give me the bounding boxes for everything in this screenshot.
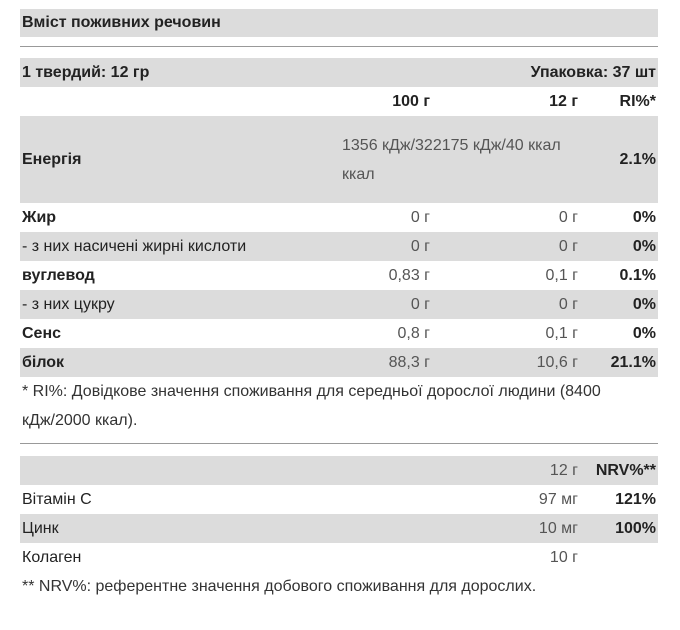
row-label: Цинк (22, 520, 59, 537)
row-label: Сенс (22, 325, 62, 342)
row-amount: 10 г (549, 549, 578, 566)
header-ri: RI%* (619, 93, 656, 110)
row-per12: 0,1 г (545, 267, 578, 284)
row-ri: 0% (632, 325, 656, 342)
row-per12: 0,1 г (545, 325, 578, 342)
section-title: Вміст поживних речовин (20, 9, 658, 37)
vitamin-header-row (20, 456, 658, 485)
energy-ri: 2.1% (619, 151, 656, 168)
row-per12: 0 г (558, 296, 578, 313)
row-per100: 0,8 г (397, 325, 430, 342)
row-label: - з них насичені жирні кислоти (22, 238, 247, 255)
row-per100: 0 г (410, 296, 430, 313)
energy-value: 1356 кДж/322175 кДж/40 ккал ккал (342, 136, 561, 183)
vitamin-header-nrv: NRV%** (595, 462, 656, 479)
table-row (20, 203, 658, 232)
row-per100: 0,83 г (388, 267, 430, 284)
energy-label: Енергія (22, 151, 82, 168)
row-nrv: 100% (615, 520, 656, 537)
row-amount: 97 мг (538, 491, 578, 508)
package-size: Упаковка: 37 шт (530, 64, 656, 81)
vitamin-table (20, 456, 658, 601)
row-ri: 0% (632, 238, 656, 255)
table-row (20, 290, 658, 319)
header-per100: 100 г (392, 93, 430, 110)
row-label: Жир (22, 209, 57, 226)
vitamin-header-amount: 12 г (549, 462, 578, 479)
row-per12: 10,6 г (536, 354, 578, 371)
serving-size: 1 твердий: 12 гр (22, 64, 150, 81)
header-row (20, 87, 658, 116)
serving-row (20, 58, 658, 87)
table-row (20, 319, 658, 348)
header-per12: 12 г (549, 93, 578, 110)
row-per100: 0 г (410, 238, 430, 255)
nrv-footnote: ** NRV%: референтне значення добового споживання для дорослих. (22, 578, 537, 595)
table-row (20, 485, 658, 514)
table-row (20, 261, 658, 290)
row-label: Вітамін С (22, 491, 92, 508)
row-per100: 88,3 г (388, 354, 430, 371)
row-ri: 0% (632, 209, 656, 226)
row-label: - з них цукру (22, 296, 115, 313)
row-per12: 0 г (558, 238, 578, 255)
nutrition-table (20, 58, 658, 435)
row-label: білок (22, 354, 65, 371)
table-row (20, 514, 658, 543)
row-label: вуглевод (22, 267, 95, 284)
energy-row (20, 116, 658, 203)
ri-footnote: * RI%: Довідкове значення споживання для середньої дорослої людини (8400 кДж/2000 ккал). (22, 383, 601, 429)
divider (20, 443, 658, 444)
row-ri: 0.1% (619, 267, 656, 284)
row-per12: 0 г (558, 209, 578, 226)
row-nrv: 121% (615, 491, 656, 508)
row-per100: 0 г (410, 209, 430, 226)
row-ri: 0% (632, 296, 656, 313)
table-row (20, 232, 658, 261)
row-ri: 21.1% (610, 354, 656, 371)
table-row (20, 543, 658, 572)
row-amount: 10 мг (538, 520, 578, 537)
table-row (20, 348, 658, 377)
row-label: Колаген (22, 549, 82, 566)
divider (20, 46, 658, 47)
